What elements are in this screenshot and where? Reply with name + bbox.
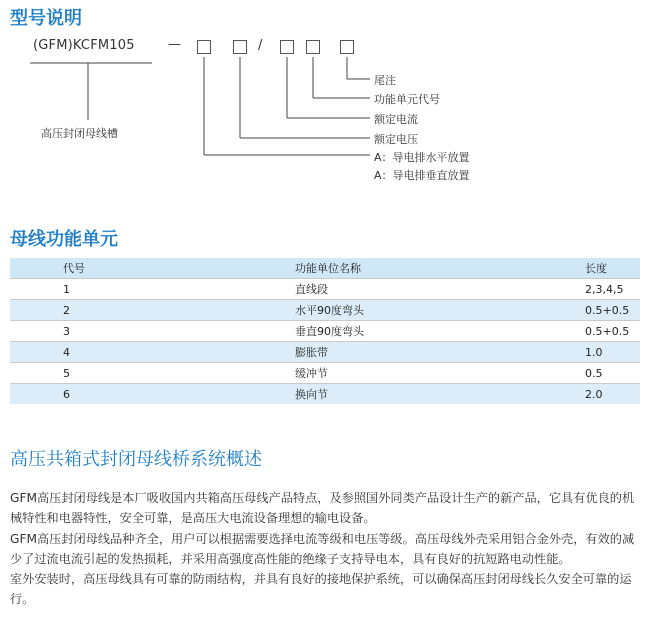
function-unit-table	[10, 258, 640, 404]
row-length: 2,3,4,5	[585, 279, 640, 300]
table-row	[10, 384, 640, 405]
header-code: 代号	[10, 258, 295, 279]
table-header-row	[10, 258, 640, 279]
table-row	[10, 342, 640, 363]
function-section-title: 母线功能单元	[10, 229, 118, 250]
row-unit-name: 换向节	[295, 388, 328, 401]
overview-paragraph: GFM高压封闭母线品种齐全，用户可以根据需要选择电流等级和电压等级。高压母线外壳采用铝合金外壳，有效的减少了过流电流引起的发热损耗，并采用高强度高性能的绝缘子支持导电本，具有良好的抗短路电动性能。	[10, 531, 635, 566]
row-length: 1.0	[585, 342, 640, 363]
row-unit-name: 直线段	[295, 279, 585, 300]
row-code: 6	[63, 387, 70, 401]
row-length: 0.5+0.5	[585, 300, 640, 321]
overview-paragraph: 室外安装时，高压母线具有可靠的防雨结构，并具有良好的接地保护系统，可以确保高压封闭母线长久安全可靠的运行。	[10, 572, 632, 607]
row-code: 5	[10, 363, 295, 384]
table-row	[10, 321, 640, 342]
header-unit-name: 功能单位名称	[295, 258, 585, 279]
model-leader-lines	[0, 0, 650, 200]
row-unit-name: 垂直90度弯头	[295, 321, 585, 342]
row-length: 0.5+0.5	[585, 321, 640, 342]
row-code: 1	[10, 279, 295, 300]
row-unit-name: 膨胀带	[295, 342, 585, 363]
overview-section-title: 高压共箱式封闭母线桥系统概述	[10, 449, 262, 470]
row-code: 3	[10, 321, 295, 342]
table-row	[10, 300, 640, 321]
overview-paragraph: GFM高压封闭母线是本厂吸收国内共箱高压母线产品特点，及参照国外同类产品设计生产的新产品，它具有优良的机械特性和电器特性，安全可靠，是高压大电流设备理想的输电设备。	[10, 491, 635, 526]
row-code: 2	[10, 300, 295, 321]
row-length: 2.0	[585, 387, 603, 401]
annotation-horizontal-placement: A：导电排水平放置	[374, 151, 470, 164]
model-section-title: 型号说明	[10, 8, 82, 29]
annotation-rated-voltage: 额定电压	[374, 133, 418, 146]
row-length: 0.5	[585, 363, 640, 384]
row-unit-name: 缓冲节	[295, 363, 585, 384]
annotation-suffix: 尾注	[374, 74, 396, 87]
product-name-label: 高压封闭母线槽	[41, 127, 118, 140]
overview-text	[10, 488, 640, 610]
model-dash: —	[168, 37, 181, 52]
annotation-rated-current: 额定电流	[374, 113, 418, 126]
model-code: (GFM)KCFM105	[33, 38, 135, 53]
annotation-vertical-placement: A：导电排垂直放置	[374, 169, 470, 182]
row-code: 4	[10, 342, 295, 363]
model-slash: /	[258, 38, 263, 53]
table-row	[10, 363, 640, 384]
annotation-function-unit-code: 功能单元代号	[374, 93, 440, 106]
table-row	[10, 279, 640, 300]
row-unit-name: 水平90度弯头	[295, 300, 585, 321]
header-length: 长度	[585, 258, 640, 279]
